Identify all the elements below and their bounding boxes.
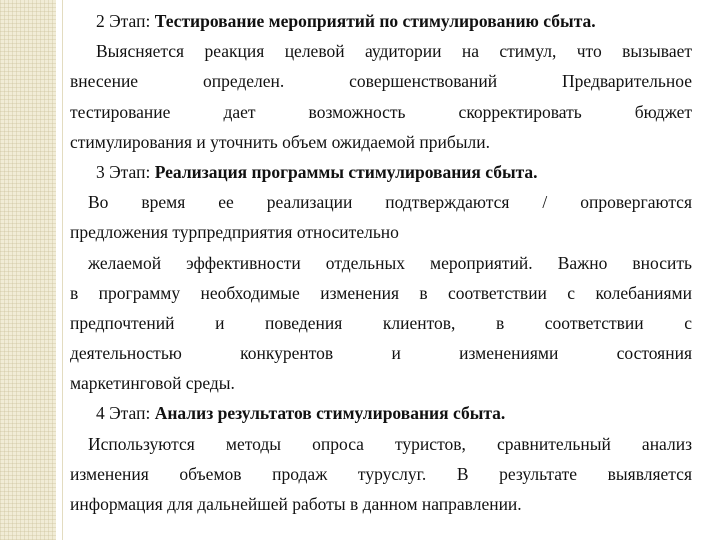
stage4-title: Анализ результатов стимулирования сбыта. <box>154 403 506 424</box>
stage2-line: Выясняется реакция целевой аудитории на стимул, что вызывает <box>96 41 692 62</box>
stage3-line: предложения турпредприятия относительно <box>70 222 399 243</box>
stage3-title: Реализация программы стимулирования сбыта. <box>154 161 538 182</box>
stage2-title: Тестирование мероприятий по стимулированию сбыта. <box>154 11 596 31</box>
stage4-line: изменения объемов продаж туруслуг. В результате выявляется <box>70 463 692 484</box>
stage4-prefix: 4 Этап: <box>96 403 155 424</box>
decorative-side-strip <box>0 0 56 540</box>
decorative-side-line <box>62 0 63 540</box>
stage3-line: предпочтений и поведения клиентов, в соответствии с <box>70 312 692 333</box>
stage3-line: в программу необходимые изменения в соответствии с колебаниями <box>70 282 692 303</box>
stage4-line: Используются методы опроса туристов, сравнительный анализ <box>88 433 692 454</box>
stage2-line: внесение определен. совершенствований Предварительное <box>70 71 692 92</box>
stage4-heading <box>70 398 692 428</box>
stage3-heading <box>70 157 692 187</box>
stage2-line: тестирование дает возможность скорректировать бюджет <box>70 101 692 122</box>
stage3-prefix: 3 Этап: <box>96 161 155 182</box>
stage3-line: деятельностью конкурентов и изменениями состояния <box>70 343 692 364</box>
document-body <box>70 6 692 519</box>
stage3-line: маркетинговой среды. <box>70 373 235 394</box>
stage2-line: стимулирования и уточнить объем ожидаемой прибыли. <box>70 131 490 152</box>
stage3-line: Во время ее реализации подтверждаются / опровергаются <box>88 192 692 213</box>
stage2-prefix: 2 Этап: <box>96 11 155 31</box>
stage3-line: желаемой эффективности отдельных мероприятий. Важно вносить <box>88 252 692 273</box>
stage4-line: информация для дальнейшей работы в данном направлении. <box>70 494 522 514</box>
stage2-heading <box>70 6 692 36</box>
